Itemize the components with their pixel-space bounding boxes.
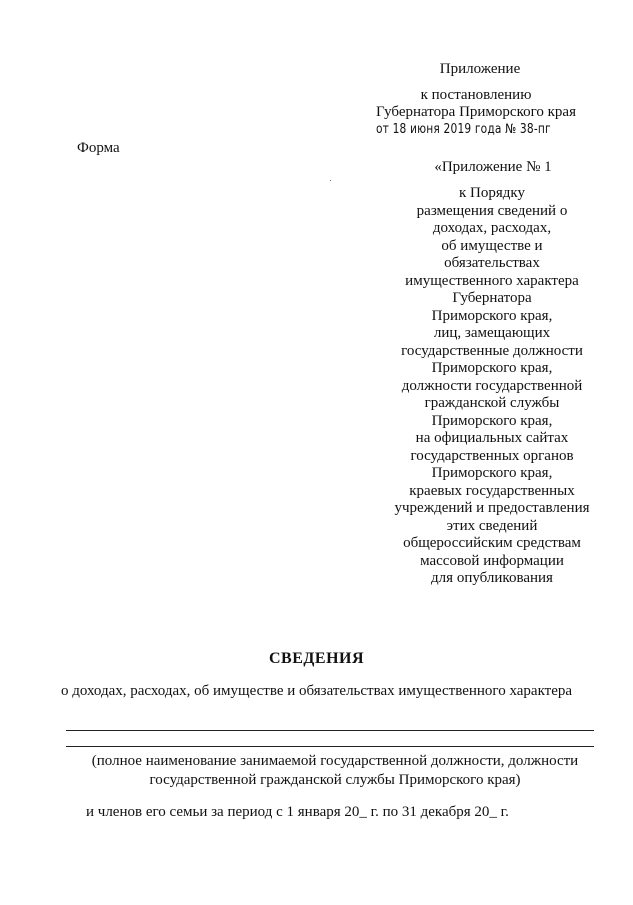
reporting-period: и членов его семьи за период с 1 января 20_ г. по 31 декабря 20_ г.: [86, 804, 509, 820]
order-line: об имуществе и: [441, 237, 543, 254]
caption-line: государственной гражданской службы Приморского края): [149, 772, 521, 788]
document-heading: СВЕДЕНИЯ: [268, 650, 365, 667]
position-fill-line: [66, 746, 594, 747]
date-number-stamp: от 18 июня 2019 года № 38-пг: [376, 122, 551, 137]
order-line: Приморского края,: [431, 307, 553, 324]
resolution-line: к постановлению: [420, 87, 532, 103]
appendix-title: Приложение: [439, 61, 521, 77]
order-line: общероссийским средствам: [403, 535, 581, 551]
order-line: этих сведений: [446, 517, 538, 534]
order-line: лиц, замещающих: [433, 325, 551, 341]
order-line: Приморского края,: [431, 412, 553, 429]
order-line: обязательствах: [444, 255, 540, 271]
order-line: Приморского края,: [431, 360, 553, 376]
resolution-line: Губернатора Приморского края: [376, 104, 576, 120]
order-line: к Порядку: [459, 185, 525, 201]
order-line: на официальных сайтах: [415, 430, 569, 446]
order-line: краевых государственных: [409, 482, 575, 499]
scan-speck: [330, 180, 331, 181]
order-line: государственные должности: [401, 342, 583, 359]
order-line: Приморского края,: [431, 465, 553, 481]
order-description: [368, 185, 616, 588]
appendix1-title: «Приложение № 1: [434, 159, 552, 175]
order-line: государственных органов: [410, 447, 574, 464]
order-line: гражданской службы: [424, 395, 560, 411]
order-line: должности государственной: [401, 377, 583, 394]
order-line: доходах, расходах,: [432, 220, 552, 236]
caption-line: (полное наименование занимаемой государственной должности, должности: [91, 753, 579, 769]
order-line: размещения сведений о: [416, 202, 568, 219]
order-line: Губернатора: [452, 290, 532, 306]
order-line: имущественного характера: [405, 272, 579, 289]
document-subheading: о доходах, расходах, об имуществе и обязательствах имущественного характера: [60, 683, 573, 699]
resolution-reference: [362, 87, 590, 121]
order-line: для опубликования: [431, 570, 553, 586]
position-fill-line: [66, 730, 594, 731]
form-label: Форма: [77, 140, 120, 156]
order-line: учреждений и предоставления: [394, 500, 590, 516]
position-caption: [40, 752, 630, 790]
order-line: массовой информации: [420, 552, 564, 569]
